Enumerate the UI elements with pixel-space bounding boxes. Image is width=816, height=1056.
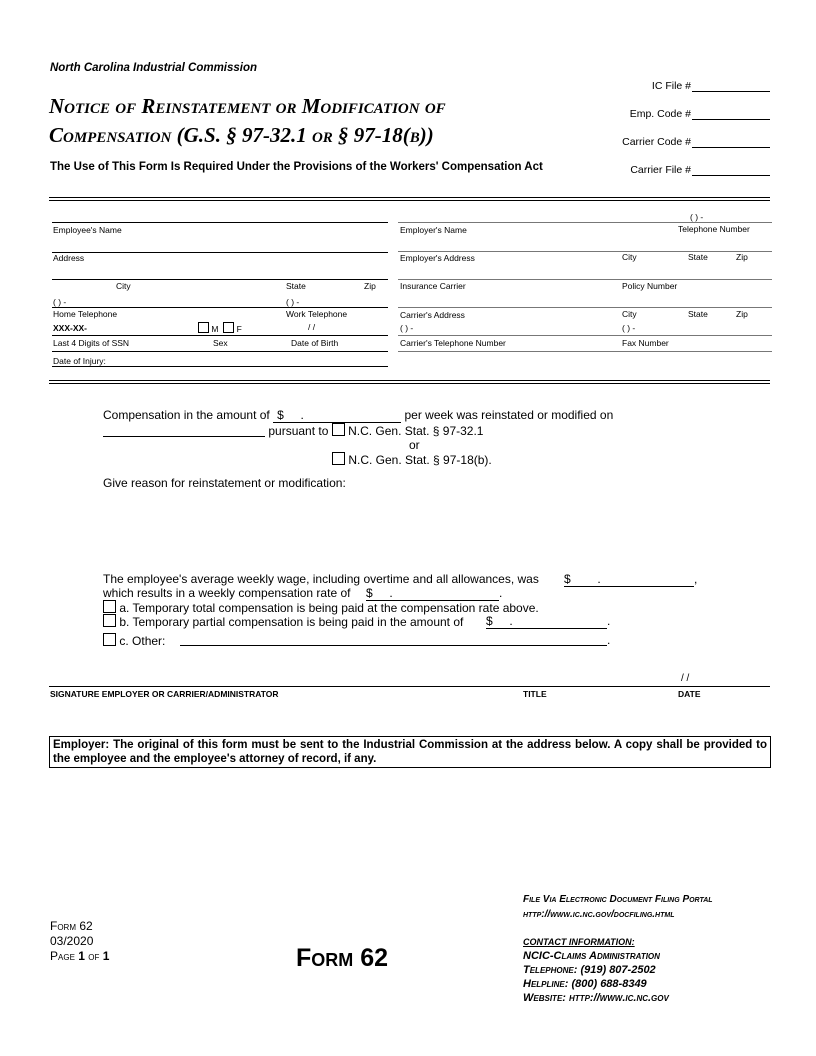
employer-state-label: State (688, 252, 708, 262)
line (52, 351, 388, 352)
dollar-sign: $ (277, 408, 284, 422)
option-c (103, 633, 165, 648)
line (398, 351, 772, 352)
form-number-text: Form 62 (50, 919, 93, 933)
page-prefix: Page (50, 949, 75, 963)
title-label: TITLE (523, 689, 547, 699)
carrier-code-field[interactable] (622, 135, 770, 148)
line (52, 252, 388, 253)
compensation-line (103, 408, 613, 423)
helpline-label: Helpline: (523, 978, 569, 990)
partial-period: . (607, 614, 611, 628)
dollar-sign: $ (564, 572, 571, 586)
ic-file-label: IC File # (651, 80, 691, 92)
sex-f-checkbox[interactable] (223, 322, 234, 333)
home-telephone-label: Home Telephone (53, 309, 118, 319)
work-phone-template: ( ) - (286, 297, 300, 307)
helpline-line (523, 978, 647, 990)
date-of-injury-label: Date of Injury: (53, 356, 106, 366)
signature-label: SIGNATURE EMPLOYER OR CARRIER/ADMINISTRATOR (50, 689, 279, 699)
page-of: of (88, 949, 100, 963)
revision-date: 03/2020 (50, 934, 94, 948)
telephone-line (523, 964, 656, 976)
statute-97-32-1-checkbox[interactable] (332, 423, 345, 436)
line (398, 279, 772, 280)
decimal-point: . (597, 572, 601, 586)
page-indicator (50, 949, 109, 963)
ssn-label: Last 4 Digits of SSN (53, 338, 130, 348)
emp-code-field[interactable] (630, 107, 770, 120)
carrier-state-label: State (688, 309, 708, 319)
line (398, 307, 772, 308)
statute-97-18b-label: N.C. Gen. Stat. § 97-18(b). (348, 453, 492, 467)
website-link[interactable]: http://www.ic.nc.gov (569, 992, 669, 1004)
sex-options (198, 322, 242, 334)
address-label: Address (53, 253, 85, 263)
insurance-carrier-label: Insurance Carrier (400, 281, 466, 291)
website-line (523, 992, 669, 1004)
employee-name-label: Employee's Name (53, 225, 122, 235)
line (398, 222, 772, 223)
employer-address-label: Employer's Address (400, 253, 475, 263)
telephone-value: (919) 807-2502 (580, 964, 656, 976)
pursuant-text: pursuant to (268, 424, 329, 438)
emp-code-label: Emp. Code # (629, 108, 691, 120)
employer-phone-template: ( ) - (690, 212, 704, 222)
carrier-file-field[interactable] (630, 163, 770, 176)
or-text: or (409, 438, 420, 452)
work-telephone-label: Work Telephone (286, 309, 348, 319)
pursuant-line (103, 423, 483, 438)
carrier-city-label: City (622, 309, 637, 319)
form-title-line1 (49, 94, 446, 119)
statute-97-32-1-label: N.C. Gen. Stat. § 97-32.1 (348, 424, 484, 438)
carrier-file-label: Carrier File # (630, 164, 691, 176)
carrier-address-label: Carrier's Address (400, 310, 465, 320)
fax-template: ( ) - (622, 323, 636, 333)
option-a (103, 600, 539, 615)
rate-period: . (499, 586, 503, 600)
decimal-point: . (389, 586, 393, 600)
partial-amount-field[interactable] (486, 614, 610, 629)
department-name: NCIC-Claims Administration (523, 950, 660, 962)
option-c-letter: c. (119, 634, 129, 648)
helpline-value: (800) 688-8349 (571, 978, 647, 990)
option-a-text: Temporary total compensation is being paid at the compensation rate above. (132, 601, 539, 615)
carrier-code-label: Carrier Code # (622, 136, 691, 148)
form-62-large: Form 62 (296, 944, 389, 972)
employer-name-label: Employer's Name (400, 225, 467, 235)
sex-f-label: F (236, 324, 242, 334)
signature-line[interactable] (49, 686, 770, 687)
home-phone-template: ( ) - (53, 297, 67, 307)
reason-label: Give reason for reinstatement or modification: (103, 476, 346, 490)
comp-rate-field[interactable] (366, 586, 502, 601)
form-title-text2: Compensation (G.S. § 97-32.1 or § 97-18(b)) (49, 123, 434, 147)
agency-name: North Carolina Industrial Commission (50, 62, 258, 74)
fax-number-label: Fax Number (622, 338, 669, 348)
employer-city-label: City (622, 252, 637, 262)
option-b-letter: b. (119, 615, 130, 629)
option-a-letter: a. (119, 601, 130, 615)
carrier-telephone-label: Carrier's Telephone Number (400, 338, 506, 348)
portal-link[interactable]: http://www.ic.nc.gov/docfiling.html (523, 909, 675, 920)
wage-comma: , (694, 572, 698, 586)
avg-wage-field[interactable] (564, 572, 697, 587)
other-period: . (607, 633, 611, 647)
line (52, 335, 388, 336)
option-b (103, 614, 463, 629)
divider-top (49, 197, 770, 201)
form-number-label (50, 919, 93, 933)
decimal-point: . (509, 614, 513, 628)
carrier-phone-template: ( ) - (400, 323, 414, 333)
dob-label: Date of Birth (291, 338, 339, 348)
option-a-checkbox[interactable] (103, 600, 116, 613)
sign-date-template: / / (681, 673, 690, 684)
wage-text-2: which results in a weekly compensation rate of (103, 586, 351, 600)
line (398, 335, 772, 336)
dollar-sign: $ (486, 614, 493, 628)
option-b-checkbox[interactable] (103, 614, 116, 627)
employer-notice: Employer: The original of this form must be sent to the Industrial Commission at the address below. A copy shall be provided to the employee and the employee's attorney of record, if any. (49, 736, 771, 768)
employer-zip-label: Zip (736, 252, 748, 262)
carrier-zip-label: Zip (736, 309, 748, 319)
state-label: State (286, 281, 306, 291)
other-field[interactable] (180, 633, 610, 647)
sex-m-label: M (211, 324, 219, 334)
statute-97-18b-option (332, 452, 492, 467)
page-number: 1 (78, 949, 85, 963)
line (52, 366, 388, 367)
form-title-text1: Notice of Reinstatement or Modification of (49, 94, 446, 118)
ssn-prefix: XXX-XX- (53, 323, 88, 333)
option-c-checkbox[interactable] (103, 633, 116, 646)
form-subtitle: The Use of This Form Is Required Under the Provisions of the Workers' Compensation Act (50, 161, 543, 173)
line (52, 279, 388, 280)
city-label: City (116, 281, 131, 291)
policy-number-label: Policy Number (622, 281, 678, 291)
wage-text-1: The employee's average weekly wage, including overtime and all allowances, was (103, 572, 539, 586)
contact-heading: CONTACT INFORMATION: (523, 937, 635, 947)
dob-template: / / (308, 322, 316, 332)
sex-m-checkbox[interactable] (198, 322, 209, 333)
compensation-amount-field[interactable] (273, 408, 401, 423)
statute-97-18b-checkbox[interactable] (332, 452, 345, 465)
form-title-line2 (49, 123, 434, 148)
option-c-text: Other: (132, 634, 166, 648)
reinstated-date-field[interactable] (103, 424, 265, 437)
file-via-portal: File Via Electronic Document Filing Portal (523, 894, 713, 905)
line (52, 307, 388, 308)
sex-label: Sex (213, 338, 228, 348)
zip-label: Zip (364, 281, 376, 291)
divider-middle (49, 380, 770, 384)
website-label: Website: (523, 992, 566, 1004)
decimal-point: . (300, 408, 304, 422)
telephone-label: Telephone: (523, 964, 578, 976)
telephone-number-label: Telephone Number (678, 224, 750, 234)
dollar-sign: $ (366, 586, 373, 600)
compensation-text-b: per week was reinstated or modified on (404, 408, 614, 422)
compensation-text-a: Compensation in the amount of (103, 408, 270, 422)
page-total: 1 (102, 949, 110, 963)
date-label: DATE (678, 689, 701, 699)
option-b-text: Temporary partial compensation is being paid in the amount of (132, 615, 464, 629)
line (52, 222, 388, 223)
ic-file-field[interactable] (652, 79, 770, 92)
line (398, 251, 772, 252)
